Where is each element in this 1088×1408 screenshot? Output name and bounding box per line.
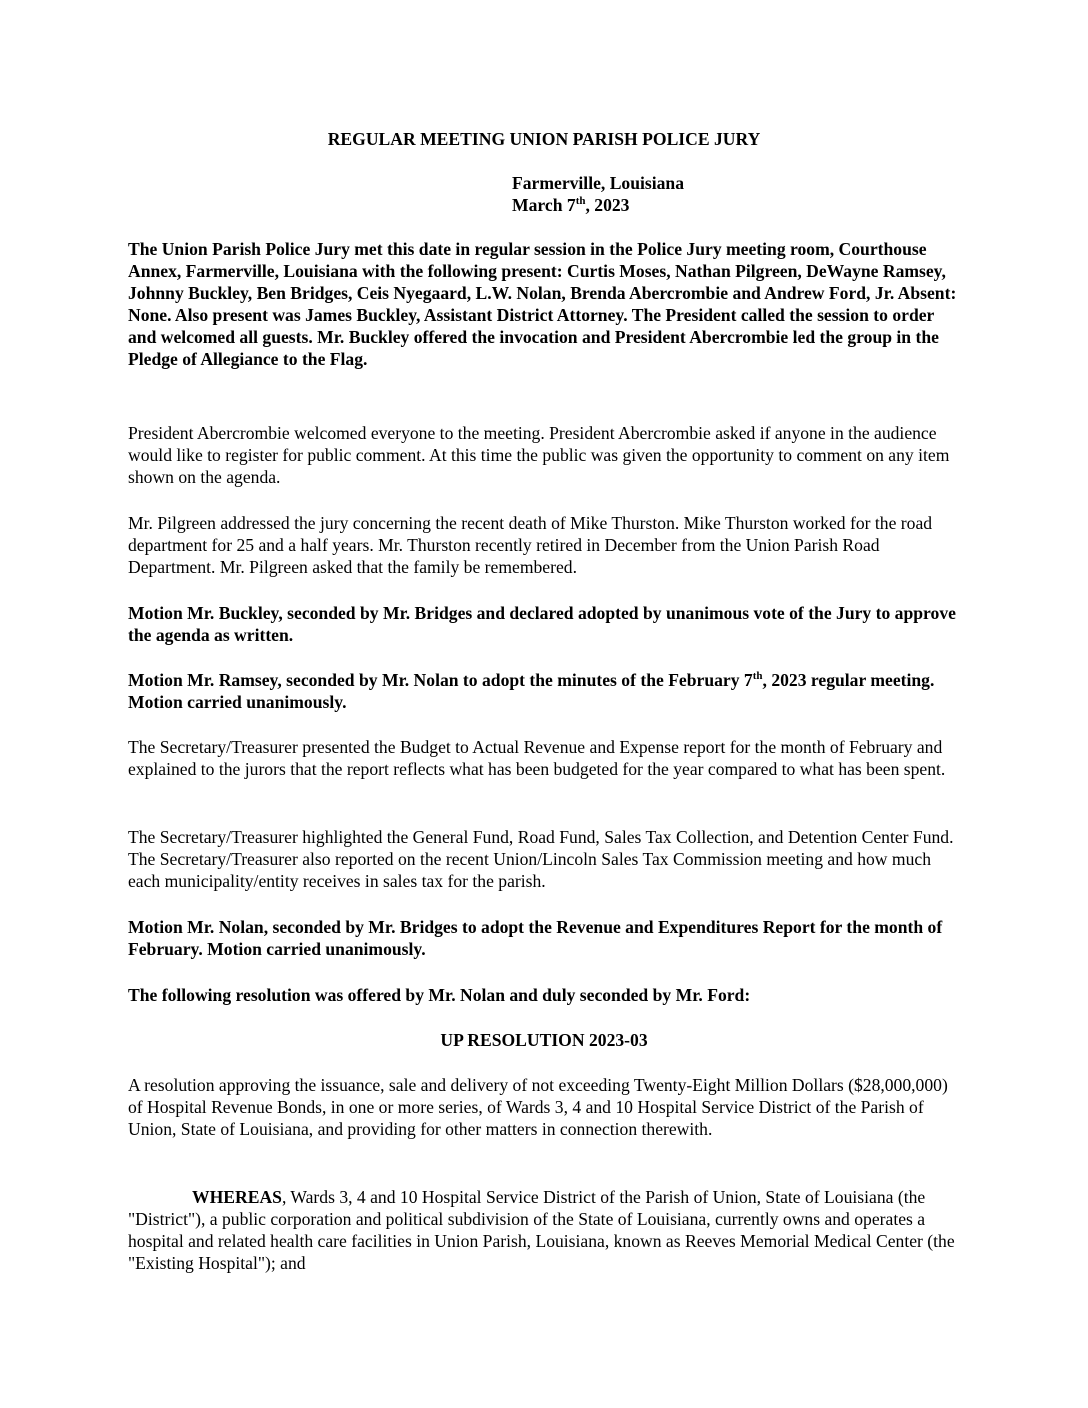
document-title: REGULAR MEETING UNION PARISH POLICE JURY — [327, 129, 761, 149]
meeting-location: Farmerville, Louisiana — [512, 173, 685, 193]
public-comment-paragraph: President Abercrombie welcomed everyone to the meeting. President Abercrombie asked if anyone in the audience would like to register for public comment. At this time the public was given the opportunity to comment on any item shown on the agenda. — [128, 423, 950, 487]
resolution-summary: A resolution approving the issuance, sale and delivery of not exceeding Twenty-Eight Million Dollars ($28,000,000) of Hospital Revenue Bonds, in one or more series, of Wards 3, 4 and 10 Hospital Service District of the Parish of Union, State of Louisiana, and providing for other matters in connection therewith. — [128, 1075, 948, 1139]
memorial-paragraph: Mr. Pilgreen addressed the jury concerning the recent death of Mike Thurston. Mike Thurston worked for the road department for 25 and a half years. Mr. Thurston recently retired in December from the Union Parish Road Department. Mr. Pilgreen asked that the family be remembered. — [128, 513, 933, 577]
minutes-motion — [128, 669, 962, 713]
meeting-date-month-day: March 7 — [512, 195, 576, 215]
meeting-place-date — [512, 172, 684, 216]
minutes-motion-part-a: Motion Mr. Ramsey, seconded by Mr. Nolan to adopt the minutes of the February 7 — [128, 670, 753, 690]
whereas-lead: WHEREAS — [192, 1187, 282, 1207]
meeting-date-year: , 2023 — [585, 195, 630, 215]
budget-report-paragraph: The Secretary/Treasurer presented the Budget to Actual Revenue and Expense report for the month of February and explained to the jurors that the report reflects what has been budgeted for the year compared to what has been spent. — [128, 737, 946, 779]
minutes-motion-part-b: , 2023 regular meeting. Motion carried unanimously. — [128, 670, 935, 712]
resolution-title: UP RESOLUTION 2023-03 — [440, 1030, 648, 1050]
meeting-date — [512, 194, 684, 216]
meeting-date-suffix: th — [575, 195, 586, 208]
whereas-text: , Wards 3, 4 and 10 Hospital Service District of the Parish of Union, State of Louisiana (the "District"), a public corporation and political subdivision of the State of Louisiana, currently owns and operates a hospital and related health care facilities in Union Parish, Louisiana, known as Reeves Memorial Medical Center (the "Existing Hospital"); and — [128, 1187, 955, 1273]
funds-report-paragraph: The Secretary/Treasurer highlighted the General Fund, Road Fund, Sales Tax Collection, and Detention Center Fund. The Secretary/Treasurer also reported on the recent Union/Lincoln Sales Tax Commission meeting and how much each municipality/entity receives in sales tax for the parish. — [128, 827, 954, 891]
attendance-paragraph: The Union Parish Police Jury met this date in regular session in the Police Jury meeting room, Courthouse Annex, Farmerville, Louisiana with the following present: Curtis Moses, Nathan Pilgreen, DeWayne Ramsey, Johnny Buckley, Ben Bridges, Ceis Nyegaard, L.W. Nolan, Brenda Abercrombie and Andrew Ford, Jr. Absent: None. Also present was James Buckley, Assistant District Attorney. The President called the session to order and welcomed all guests. Mr. Buckley offered the invocation and President Abercrombie led the group in the Pledge of Allegiance to the Flag. — [128, 239, 957, 369]
resolution-offer: The following resolution was offered by Mr. Nolan and duly seconded by Mr. Ford: — [128, 985, 751, 1005]
minutes-motion-suffix: th — [752, 670, 763, 683]
revenue-motion: Motion Mr. Nolan, seconded by Mr. Bridges to adopt the Revenue and Expenditures Report for the month of February. Motion carried unanimously. — [128, 917, 943, 959]
whereas-clause — [128, 1186, 962, 1274]
agenda-motion: Motion Mr. Buckley, seconded by Mr. Bridges and declared adopted by unanimous vote of the Jury to approve the agenda as written. — [128, 603, 956, 645]
